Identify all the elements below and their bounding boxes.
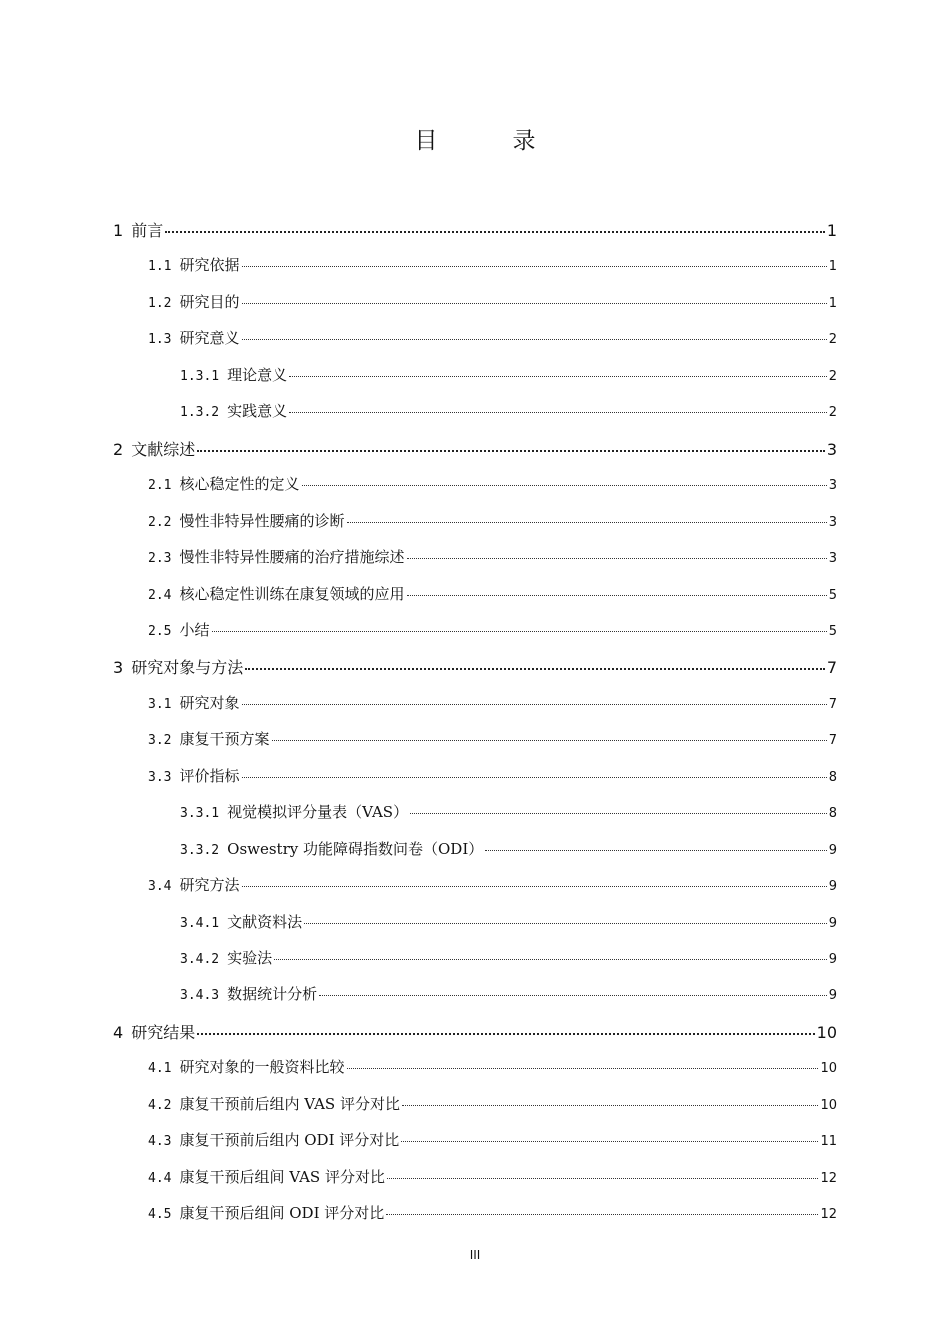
toc-entry-page: 7 bbox=[828, 696, 837, 712]
toc-entry-number: 2.1 bbox=[148, 478, 172, 494]
toc-entry[interactable] bbox=[148, 692, 837, 713]
dot-leader bbox=[242, 266, 827, 267]
dot-leader bbox=[402, 1105, 819, 1106]
page-title: 目 录 bbox=[414, 128, 562, 154]
toc-entry[interactable] bbox=[113, 655, 837, 678]
toc-entry-page: 10 bbox=[820, 1097, 837, 1113]
dot-leader bbox=[242, 777, 827, 778]
toc-entry-title: 核心稳定性的定义 bbox=[179, 475, 300, 494]
dot-leader bbox=[302, 485, 827, 486]
toc-entry-page: 3 bbox=[828, 514, 837, 530]
toc-entry[interactable] bbox=[148, 1202, 837, 1223]
toc-entry-title: Oswestry 功能障碍指数问卷（ODI） bbox=[227, 839, 484, 858]
toc-entry-title: 研究意义 bbox=[179, 329, 240, 348]
toc-entry-number: 4 bbox=[113, 1022, 124, 1042]
toc-entry-page: 5 bbox=[828, 587, 837, 603]
dot-leader bbox=[347, 1068, 819, 1069]
toc-entry-title: 研究对象的一般资料比较 bbox=[179, 1058, 345, 1077]
toc-entry-number: 1.3.1 bbox=[180, 368, 220, 384]
toc-entry-number: 1.3 bbox=[148, 332, 172, 348]
toc-entry-title: 康复干预方案 bbox=[179, 730, 270, 749]
page-number: III bbox=[469, 1248, 481, 1262]
toc-entry[interactable] bbox=[148, 473, 837, 494]
dot-leader bbox=[242, 339, 827, 340]
toc-entry-page: 8 bbox=[828, 769, 837, 785]
toc-entry-number: 3.1 bbox=[148, 696, 172, 712]
toc-entry[interactable] bbox=[180, 364, 837, 385]
toc-entry-title: 研究目的 bbox=[179, 292, 240, 311]
toc-entry-page: 9 bbox=[828, 952, 837, 967]
toc-entry-title: 康复干预后组间 ODI 评分对比 bbox=[179, 1204, 385, 1223]
toc-entry-page: 3 bbox=[828, 478, 837, 494]
toc-entry-number: 2.2 bbox=[148, 514, 172, 530]
toc-entry-title: 数据统计分析 bbox=[227, 985, 318, 1004]
toc-entry-title: 小结 bbox=[179, 620, 210, 639]
toc-entry-title: 研究依据 bbox=[179, 256, 240, 275]
toc-entry-page: 2 bbox=[828, 405, 837, 421]
toc-entry[interactable] bbox=[148, 510, 837, 531]
toc-entry-number: 4.1 bbox=[148, 1061, 172, 1077]
toc-entry[interactable] bbox=[180, 983, 837, 1004]
toc-entry-title: 实验法 bbox=[227, 949, 273, 967]
toc-entry-number: 4.4 bbox=[148, 1170, 172, 1186]
toc-entry-page: 12 bbox=[820, 1207, 837, 1223]
toc-entry-page: 9 bbox=[828, 915, 837, 931]
toc-entry[interactable] bbox=[148, 327, 837, 348]
dot-leader bbox=[304, 923, 827, 924]
toc-entry-page: 10 bbox=[816, 1022, 837, 1042]
toc-entry[interactable] bbox=[148, 291, 837, 312]
toc-entry-title: 视觉模拟评分量表（VAS） bbox=[227, 803, 409, 822]
dot-leader bbox=[407, 558, 827, 559]
toc-entry-number: 1.3.2 bbox=[180, 405, 220, 421]
toc-entry[interactable] bbox=[180, 838, 837, 859]
toc-entry-title: 评价指标 bbox=[179, 766, 240, 785]
toc-entry-title: 前言 bbox=[131, 221, 164, 240]
toc-entry[interactable] bbox=[148, 583, 837, 604]
toc-entry-title: 康复干预前后组内 ODI 评分对比 bbox=[179, 1131, 400, 1150]
toc-entry-number: 3.4 bbox=[148, 879, 172, 895]
toc-entry-page: 2 bbox=[828, 368, 837, 384]
dot-leader bbox=[410, 813, 827, 814]
dot-leader bbox=[242, 704, 827, 705]
toc-entry-number: 3.4.1 bbox=[180, 915, 220, 931]
toc-entry-number: 1.1 bbox=[148, 259, 172, 275]
toc-entry-number: 1.2 bbox=[148, 295, 172, 311]
dot-leader bbox=[197, 450, 825, 452]
toc-entry-page: 11 bbox=[820, 1134, 837, 1150]
toc-entry-title: 研究对象与方法 bbox=[131, 658, 244, 678]
toc-entry-page: 5 bbox=[828, 623, 837, 639]
toc-entry-title: 慢性非特异性腰痛的诊断 bbox=[179, 511, 345, 530]
toc-entry-number: 2.5 bbox=[148, 623, 172, 639]
toc-entry-title: 核心稳定性训练在康复领域的应用 bbox=[179, 584, 405, 603]
toc-entry-title: 文献资料法 bbox=[227, 912, 303, 931]
toc-entry-number: 1 bbox=[113, 221, 124, 240]
dot-leader bbox=[289, 376, 827, 377]
toc-entry[interactable] bbox=[148, 254, 837, 275]
toc-entry-title: 研究结果 bbox=[131, 1022, 196, 1042]
toc-entry-page: 9 bbox=[828, 879, 837, 895]
toc-entry-title: 慢性非特异性腰痛的治疗措施综述 bbox=[179, 548, 405, 567]
toc-entry-number: 4.2 bbox=[148, 1097, 172, 1113]
toc-entry-number: 4.5 bbox=[148, 1207, 172, 1223]
toc-entry-number: 4.3 bbox=[148, 1134, 172, 1150]
toc-entry[interactable] bbox=[180, 801, 837, 822]
toc-entry-title: 理论意义 bbox=[227, 365, 288, 384]
toc-entry-number: 3.4.2 bbox=[180, 952, 220, 967]
toc-entry[interactable] bbox=[148, 874, 837, 895]
toc-entry-number: 3 bbox=[113, 658, 124, 678]
toc-entry[interactable] bbox=[148, 1093, 837, 1114]
toc-entry[interactable] bbox=[148, 1129, 837, 1150]
toc-entry-page: 3 bbox=[826, 439, 837, 459]
toc-entry[interactable] bbox=[148, 1166, 837, 1187]
dot-leader bbox=[289, 412, 827, 413]
dot-leader bbox=[485, 850, 826, 851]
toc-entry-number: 2.3 bbox=[148, 551, 172, 567]
toc-entry-number: 3.3.1 bbox=[180, 806, 220, 822]
dot-leader bbox=[272, 740, 827, 741]
toc-entry-title: 文献综述 bbox=[131, 439, 196, 459]
toc-entry-title: 康复干预前后组内 VAS 评分对比 bbox=[179, 1094, 400, 1113]
dot-leader bbox=[242, 886, 827, 887]
toc-entry-number: 2 bbox=[113, 439, 124, 459]
dot-leader bbox=[347, 522, 827, 523]
dot-leader bbox=[386, 1214, 818, 1215]
dot-leader bbox=[387, 1178, 819, 1179]
toc-entry-page: 12 bbox=[820, 1170, 837, 1186]
toc-entry-page: 8 bbox=[828, 806, 837, 822]
dot-leader bbox=[212, 631, 827, 632]
dot-leader bbox=[319, 995, 827, 996]
toc-entry-title: 实践意义 bbox=[227, 402, 288, 421]
toc-entry[interactable] bbox=[180, 400, 837, 421]
toc-entry-page: 2 bbox=[828, 332, 837, 348]
dot-leader bbox=[407, 595, 827, 596]
toc-entry-page: 1 bbox=[828, 295, 837, 311]
toc-entry-title: 研究对象 bbox=[179, 693, 240, 712]
toc-entry-page: 1 bbox=[826, 221, 837, 240]
toc-entry-page: 3 bbox=[828, 551, 837, 567]
toc-entry-number: 3.2 bbox=[148, 733, 172, 749]
toc-entry-page: 9 bbox=[828, 842, 837, 858]
toc-entry-number: 3.3 bbox=[148, 769, 172, 785]
dot-leader bbox=[197, 1033, 814, 1035]
dot-leader bbox=[165, 231, 825, 233]
toc-entry[interactable] bbox=[148, 728, 837, 749]
toc-entry[interactable] bbox=[148, 1056, 837, 1077]
toc-entry[interactable] bbox=[148, 546, 837, 567]
toc-entry[interactable] bbox=[148, 765, 837, 786]
toc-entry-page: 7 bbox=[826, 658, 837, 678]
toc-entry[interactable] bbox=[180, 911, 837, 932]
toc-entry-title: 康复干预后组间 VAS 评分对比 bbox=[179, 1167, 385, 1186]
dot-leader bbox=[245, 668, 825, 670]
toc-entry-page: 10 bbox=[820, 1061, 837, 1077]
toc-entry-title: 研究方法 bbox=[179, 876, 240, 895]
toc-entry-number: 2.4 bbox=[148, 587, 172, 603]
toc-entry[interactable] bbox=[113, 1020, 837, 1043]
toc-entry-page: 9 bbox=[828, 988, 837, 1004]
toc-entry-number: 3.3.2 bbox=[180, 842, 220, 858]
toc-entry[interactable] bbox=[148, 619, 837, 640]
dot-leader bbox=[274, 959, 827, 960]
dot-leader bbox=[401, 1141, 818, 1142]
toc-entry[interactable] bbox=[113, 437, 837, 460]
toc-entry-page: 1 bbox=[828, 259, 837, 275]
toc-entry[interactable] bbox=[180, 947, 837, 968]
dot-leader bbox=[242, 303, 827, 304]
toc-entry-number: 3.4.3 bbox=[180, 988, 220, 1004]
toc-entry-page: 7 bbox=[828, 733, 837, 749]
toc-entry[interactable] bbox=[113, 218, 837, 241]
